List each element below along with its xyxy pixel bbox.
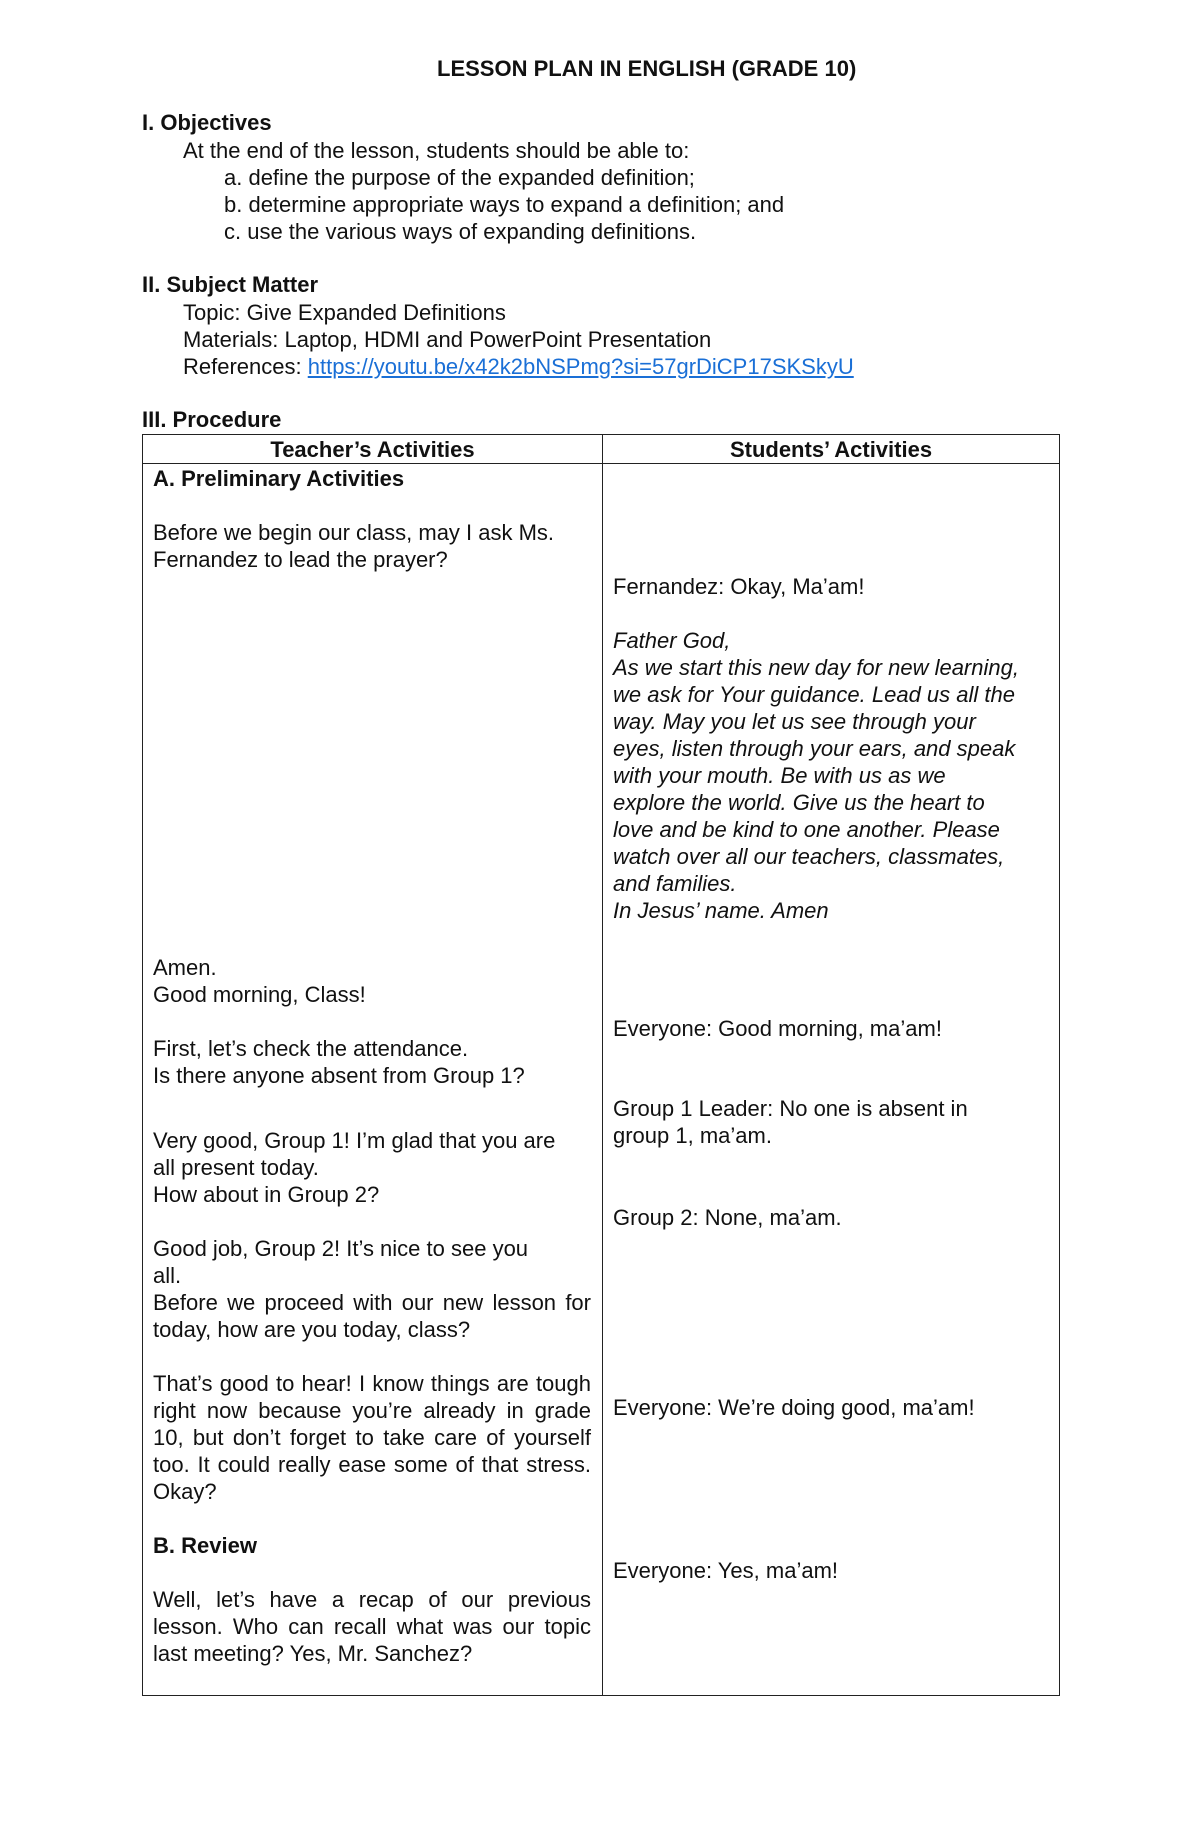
teacher-amen: Amen. <box>153 955 217 980</box>
prayer-line: watch over all our teachers, classmates, <box>613 844 1005 869</box>
procedure-table <box>142 434 1060 1696</box>
references-label: References: <box>183 354 308 379</box>
prayer-line: eyes, listen through your ears, and speak <box>613 736 1016 761</box>
student-fernandez-reply: Fernandez: Okay, Ma’am! <box>613 574 865 599</box>
references-line <box>183 353 854 380</box>
students-doing-good-reply: Everyone: We’re doing good, ma’am! <box>613 1395 975 1420</box>
subject-matter-heading: II. Subject Matter <box>142 272 319 297</box>
preliminary-heading: A. Preliminary Activities <box>153 466 405 491</box>
document-title: LESSON PLAN IN ENGLISH (GRADE 10) <box>437 56 857 81</box>
students-greeting-reply: Everyone: Good morning, ma’am! <box>613 1016 942 1041</box>
objective-item: a. define the purpose of the expanded definition; <box>224 165 695 190</box>
prayer-line: love and be kind to one another. Please <box>613 817 1000 842</box>
teacher-group2-feedback: Good job, Group 2! It’s nice to see you <box>153 1236 529 1261</box>
materials-line: Materials: Laptop, HDMI and PowerPoint Presentation <box>183 327 712 352</box>
teacher-encouragement: That’s good to hear! I know things are tough right now because you’re already in grade 10, but don’t forget to take care of yourself too. It could really ease some of that stress. Okay? <box>153 1371 591 1504</box>
teacher-group1-feedback: Very good, Group 1! I’m glad that you are <box>153 1128 556 1153</box>
teacher-attendance: Is there anyone absent from Group 1? <box>153 1063 525 1088</box>
objective-item: b. determine appropriate ways to expand a definition; and <box>224 192 785 217</box>
teacher-column-header: Teacher’s Activities <box>270 437 475 462</box>
students-yes-reply: Everyone: Yes, ma’am! <box>613 1558 839 1583</box>
students-column-header: Students’ Activities <box>729 437 933 462</box>
prayer-line: As we start this new day for new learning, <box>613 655 1019 680</box>
procedure-heading: III. Procedure <box>142 407 282 432</box>
teacher-greeting: Good morning, Class! <box>153 982 366 1007</box>
teacher-group2-feedback: all. <box>153 1263 182 1288</box>
prayer-line: Father God, <box>613 628 731 653</box>
teacher-group1-feedback: all present today. <box>153 1155 319 1180</box>
prayer-line: way. May you let us see through your <box>613 709 976 734</box>
topic-line: Topic: Give Expanded Definitions <box>183 300 506 325</box>
review-heading: B. Review <box>153 1533 257 1558</box>
prayer-line: we ask for Your guidance. Lead us all the <box>613 682 1015 707</box>
prayer-line: In Jesus’ name. Amen <box>613 898 829 923</box>
group1-leader-reply: Group 1 Leader: No one is absent in <box>613 1096 968 1121</box>
teacher-prayer-request: Fernandez to lead the prayer? <box>153 547 448 572</box>
group2-reply: Group 2: None, ma’am. <box>613 1205 842 1230</box>
prayer-line: explore the world. Give us the heart to <box>613 790 985 815</box>
objectives-intro: At the end of the lesson, students should be able to: <box>183 138 690 163</box>
prayer-line: and families. <box>613 871 737 896</box>
prayer-line: with your mouth. Be with us as we <box>613 763 946 788</box>
teacher-recap-question: Well, let’s have a recap of our previous lesson. Who can recall what was our topic last meeting? Yes, Mr. Sanchez? <box>153 1587 591 1666</box>
objectives-heading: I. Objectives <box>142 110 272 135</box>
column-divider <box>602 435 603 1695</box>
teacher-prayer-request: Before we begin our class, may I ask Ms. <box>153 520 555 545</box>
teacher-attendance: First, let’s check the attendance. <box>153 1036 469 1061</box>
references-link[interactable]: https://youtu.be/x42k2bNSPmg?si=57grDiCP17SKSkyU <box>307 354 854 379</box>
teacher-proceed-question: Before we proceed with our new lesson for today, how are you today, class? <box>153 1290 591 1342</box>
group1-leader-reply: group 1, ma’am. <box>613 1123 772 1148</box>
objective-item: c. use the various ways of expanding definitions. <box>224 219 697 244</box>
teacher-group2-question: How about in Group 2? <box>153 1182 380 1207</box>
